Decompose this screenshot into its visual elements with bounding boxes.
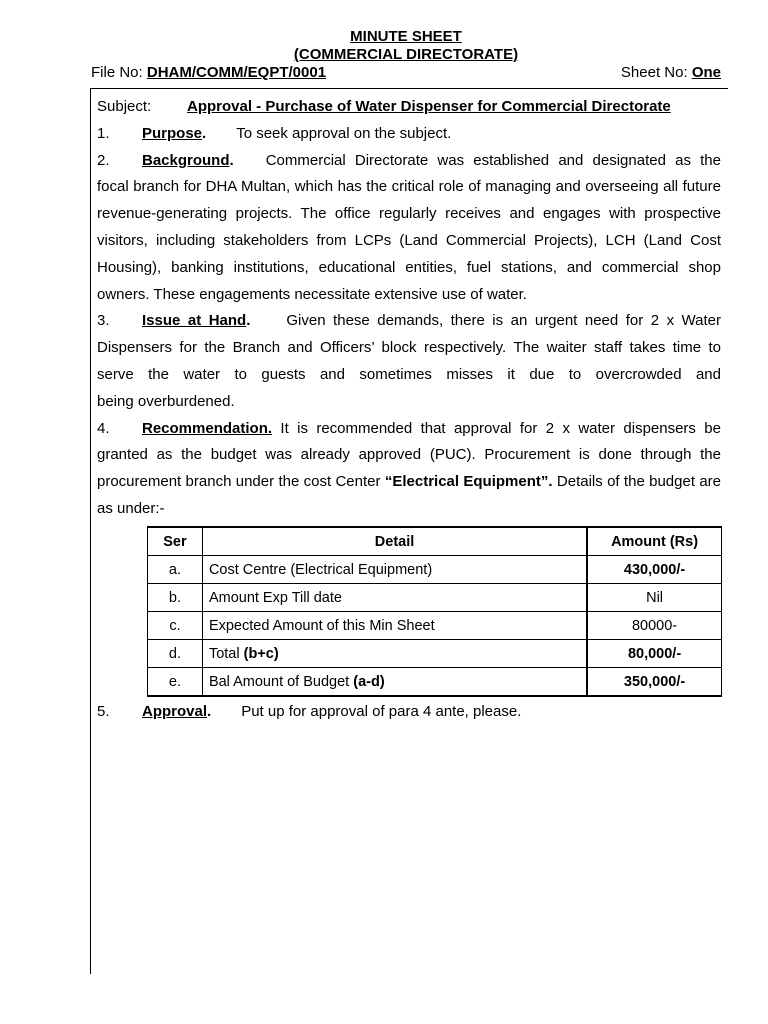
cell-amount: 80000- bbox=[587, 612, 721, 640]
para-text-line: Dispensers for the Branch and Officers’ block respectively. The waiter staff takes time to bbox=[97, 339, 721, 357]
sheet-no bbox=[621, 64, 721, 82]
para-text-line: revenue-generating projects. The office regularly receives and engages with prospective bbox=[97, 205, 721, 223]
para-text: It is recommended that approval for 2 x water dispensers be bbox=[280, 419, 721, 437]
cell-ser: d. bbox=[148, 640, 203, 668]
cell-detail: Expected Amount of this Min Sheet bbox=[202, 612, 587, 640]
para-text-line: owners. These engagements necessitate extensive use of water. bbox=[97, 285, 527, 303]
para-number: 5. bbox=[97, 703, 110, 720]
cell-detail: Total (b+c) bbox=[202, 640, 587, 668]
para-text: To seek approval on the subject. bbox=[236, 124, 452, 142]
file-no bbox=[91, 64, 326, 82]
para-heading: Approval bbox=[142, 703, 208, 720]
column-header-amount: Amount (Rs) bbox=[587, 527, 721, 556]
table-header-row bbox=[148, 527, 722, 556]
para-text-line: as under:- bbox=[97, 499, 165, 517]
para-number: 1. bbox=[97, 124, 110, 142]
document-title: MINUTE SHEET bbox=[350, 28, 462, 45]
column-header-detail: Detail bbox=[202, 527, 587, 556]
para-number: 3. bbox=[97, 312, 110, 330]
para-text: procurement branch under the cost Center bbox=[97, 473, 385, 491]
para-text-line: being overburdened. bbox=[97, 392, 235, 410]
minute-body bbox=[97, 94, 721, 523]
heading-dot: . bbox=[246, 312, 251, 330]
sheet-no-label: Sheet No: bbox=[620, 64, 692, 81]
table-row bbox=[148, 612, 722, 640]
table-row bbox=[148, 556, 722, 584]
file-no-label: File No: bbox=[91, 64, 147, 81]
para-heading: Background bbox=[142, 151, 230, 169]
table-row bbox=[148, 668, 722, 697]
cell-ser: a. bbox=[148, 556, 203, 584]
budget-table bbox=[147, 526, 722, 697]
para-heading: Recommendation. bbox=[142, 419, 273, 437]
para-text-line: visitors, including stakeholders from LCPs (Land Commercial Projects), LCH (Land Cost bbox=[97, 231, 721, 249]
margin-border-top bbox=[90, 88, 728, 89]
para-text-line: granted as the budget was already approved (PUC). Procurement is done through the bbox=[97, 446, 721, 464]
margin-border-left bbox=[90, 88, 91, 974]
heading-dot: . bbox=[207, 703, 212, 720]
para-text-line: focal branch for DHA Multan, which has the critical role of managing and overseeing all future bbox=[97, 178, 721, 196]
para-heading: Issue at Hand bbox=[142, 312, 247, 330]
cell-amount: 430,000/- bbox=[587, 556, 721, 584]
para-issue bbox=[97, 308, 721, 335]
cell-detail: Bal Amount of Budget (a-d) bbox=[202, 668, 587, 697]
file-info-line bbox=[91, 64, 721, 82]
file-no-value: DHAM/COMM/EQPT/0001 bbox=[146, 64, 327, 81]
column-header-ser: Ser bbox=[148, 527, 203, 556]
heading-dot: . bbox=[202, 124, 207, 142]
subject-line bbox=[97, 94, 721, 121]
para-background bbox=[97, 148, 721, 175]
table-row bbox=[148, 640, 722, 668]
para-text-line bbox=[97, 469, 721, 496]
para-recommendation bbox=[97, 416, 721, 443]
cost-center-name: “Electrical Equipment”. bbox=[384, 473, 553, 491]
para-purpose bbox=[97, 121, 721, 148]
cell-detail: Cost Centre (Electrical Equipment) bbox=[202, 556, 587, 584]
subject-text: Approval - Purchase of Water Dispenser for Commercial Directorate bbox=[187, 98, 671, 115]
cell-ser: c. bbox=[148, 612, 203, 640]
cell-amount: 350,000/- bbox=[587, 668, 721, 697]
cell-ser: b. bbox=[148, 584, 203, 612]
para-number: 4. bbox=[97, 419, 110, 437]
para-text: Commercial Directorate was established and designated as the bbox=[265, 151, 721, 169]
heading-dot: . bbox=[229, 151, 234, 169]
cell-amount: 80,000/- bbox=[587, 640, 721, 668]
para-text: Given these demands, there is an urgent need for 2 x Water bbox=[286, 312, 722, 330]
subject-label: Subject: bbox=[97, 98, 152, 115]
para-heading: Purpose bbox=[142, 124, 203, 142]
cell-ser: e. bbox=[148, 668, 203, 697]
para-text-line: serve the water to guests and sometimes misses it due to overcrowded and bbox=[97, 365, 721, 383]
para-text: Put up for approval of para 4 ante, please. bbox=[241, 703, 522, 720]
para-approval bbox=[97, 699, 521, 725]
para-text-line: Housing), banking institutions, educational entities, fuel stations, and commercial shop bbox=[97, 258, 721, 276]
sheet-no-value: One bbox=[691, 64, 721, 81]
table-row bbox=[148, 584, 722, 612]
cell-detail: Amount Exp Till date bbox=[202, 584, 587, 612]
para-text: Details of the budget are bbox=[552, 473, 722, 491]
document-subtitle: (COMMERCIAL DIRECTORATE) bbox=[293, 46, 519, 63]
cell-amount: Nil bbox=[587, 584, 721, 612]
para-number: 2. bbox=[97, 151, 110, 169]
